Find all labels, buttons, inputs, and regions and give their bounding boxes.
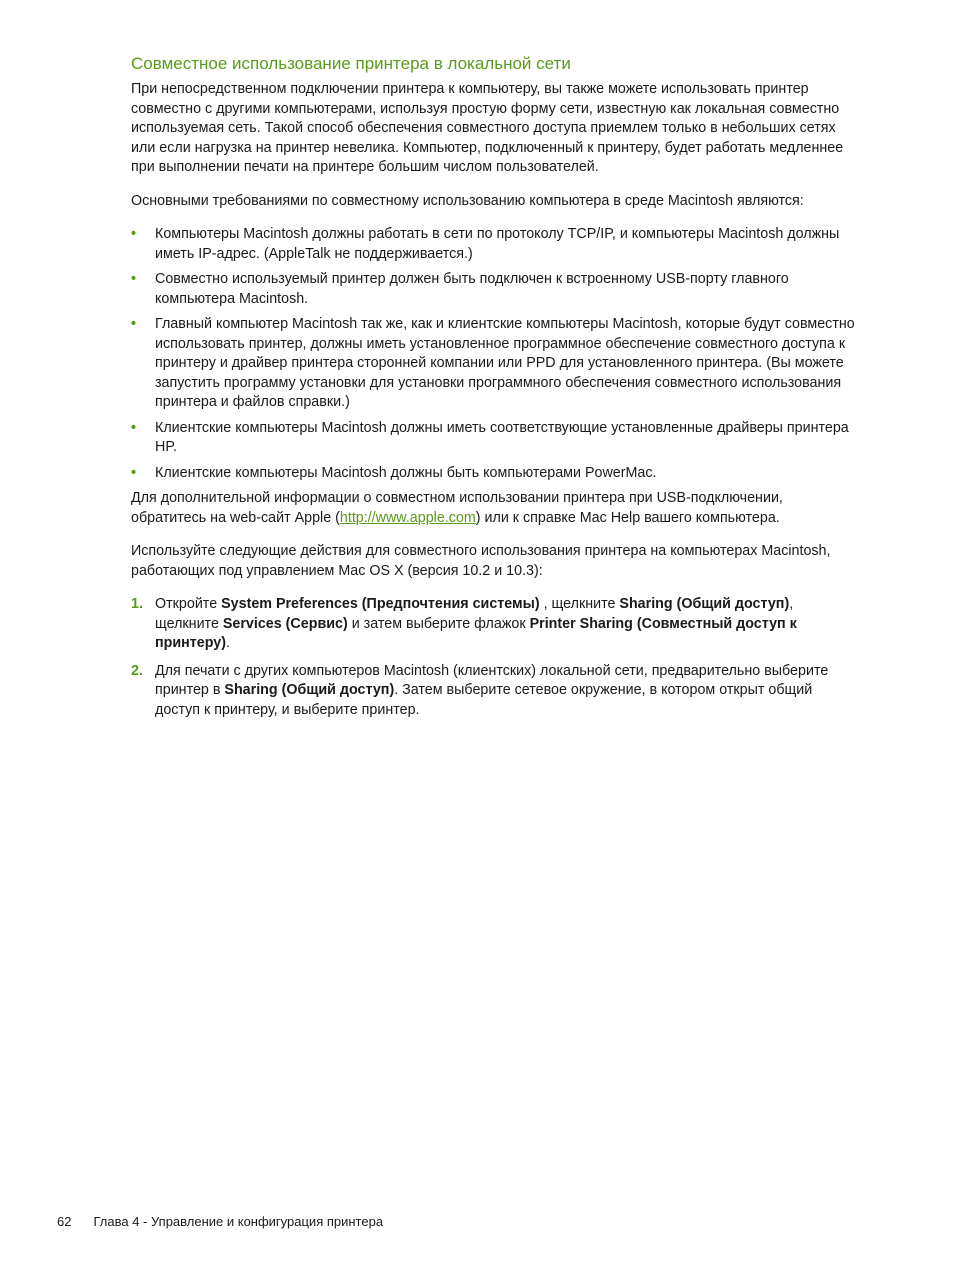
more-info-text: Для дополнительной информации о совместном использовании принтера при USB-подключении, обратитесь на web-сайт Apple ( bbox=[131, 490, 783, 526]
list-item-text: Совместно используемый принтер должен быть подключен к встроенному USB-порту главного компьютера Macintosh. bbox=[155, 271, 789, 307]
bullet-icon: • bbox=[131, 316, 137, 332]
chapter-title: Глава 4 - Управление и конфигурация принтера bbox=[93, 1214, 384, 1229]
list-item bbox=[131, 419, 861, 458]
step-text: . bbox=[226, 635, 230, 651]
list-item bbox=[131, 225, 861, 264]
page-footer bbox=[57, 1214, 383, 1229]
bullet-icon: • bbox=[131, 271, 137, 287]
list-item-text: Клиентские компьютеры Macintosh должны иметь соответствующие установленные драйверы принтера HP. bbox=[155, 419, 849, 455]
list-item-text: Компьютеры Macintosh должны работать в сети по протоколу TCP/IP, и компьютеры Macintosh должны иметь IP-адрес. (AppleTalk не поддерживается.) bbox=[155, 226, 840, 262]
list-item bbox=[131, 270, 861, 309]
step-item bbox=[131, 662, 861, 721]
steps-list bbox=[131, 595, 861, 720]
page-number: 62 bbox=[57, 1214, 72, 1229]
ui-term-system-preferences: System Preferences (Предпочтения системы) bbox=[221, 596, 540, 612]
section-title: Совместное использование принтера в локальной сети bbox=[131, 54, 571, 73]
step-text: и затем выберите флажок bbox=[347, 615, 530, 632]
step-number: 2. bbox=[131, 662, 143, 679]
step-number: 1. bbox=[131, 596, 143, 612]
step-text: , щелкните bbox=[539, 596, 620, 612]
list-item bbox=[131, 315, 861, 413]
ui-term-sharing: Sharing (Общий доступ) bbox=[224, 682, 395, 698]
bullet-icon: • bbox=[131, 464, 137, 481]
list-item bbox=[131, 464, 861, 484]
ui-term-sharing: Sharing (Общий доступ) bbox=[619, 596, 790, 612]
requirements-list bbox=[131, 225, 861, 483]
apple-website-link[interactable]: http://www.apple.com bbox=[339, 509, 476, 526]
intro-paragraph: При непосредственном подключении принтера к компьютеру, вы также можете использовать принтер совместно с другими компьютерами, используя простую форму сети, известную как локальная совместно используемая сеть. Такой способ обеспечения совместного доступа приемлем только в небольших сетях или если нагрузка на принтер невелика. Компьютер, подключенный к принтеру, будет работать медленнее при выполнении печати на принтере большим числом пользователей. bbox=[131, 81, 844, 175]
steps-intro: Используйте следующие действия для совместного использования принтера на компьютерах Macintosh, работающих под управлением Mac OS X (версия 10.2 и 10.3): bbox=[131, 543, 831, 579]
bullet-icon: • bbox=[131, 419, 137, 436]
step-text: Для печати с других компьютеров Macintosh (клиентских) локальной сети, предварительно выберите принтер в bbox=[155, 662, 829, 698]
requirements-intro: Основными требованиями по совместному использованию компьютера в среде Macintosh являются: bbox=[131, 192, 804, 209]
bullet-icon: • bbox=[131, 226, 137, 242]
ui-term-printer-sharing: Printer Sharing (Совместный доступ к принтеру) bbox=[155, 615, 797, 651]
step-item bbox=[131, 595, 861, 654]
more-info-paragraph bbox=[131, 489, 861, 528]
list-item-text: Главный компьютер Macintosh так же, как и клиентские компьютеры Macintosh, которые будут совместно использовать принтер, должны иметь установленное программное обеспечение совместного доступа к принтеру и драйвер принтера сторонней компании или PPD для установленного принтера. (Вы можете запустить программу установки для установки программного обеспечения совместного использования принтера и файлов справки.) bbox=[155, 316, 855, 410]
ui-term-services: Services (Сервис) bbox=[222, 615, 348, 632]
step-text: . Затем выберите сетевое окружение, в котором открыт общий доступ к принтеру, и выберите принтер. bbox=[155, 682, 813, 718]
more-info-text-end: ) или к справке Mac Help вашего компьютера. bbox=[475, 509, 780, 526]
step-text: , щелкните bbox=[155, 596, 794, 632]
list-item-text: Клиентские компьютеры Macintosh должны быть компьютерами PowerMac. bbox=[155, 464, 657, 481]
step-text: Откройте bbox=[155, 596, 222, 612]
page-content bbox=[131, 52, 861, 728]
